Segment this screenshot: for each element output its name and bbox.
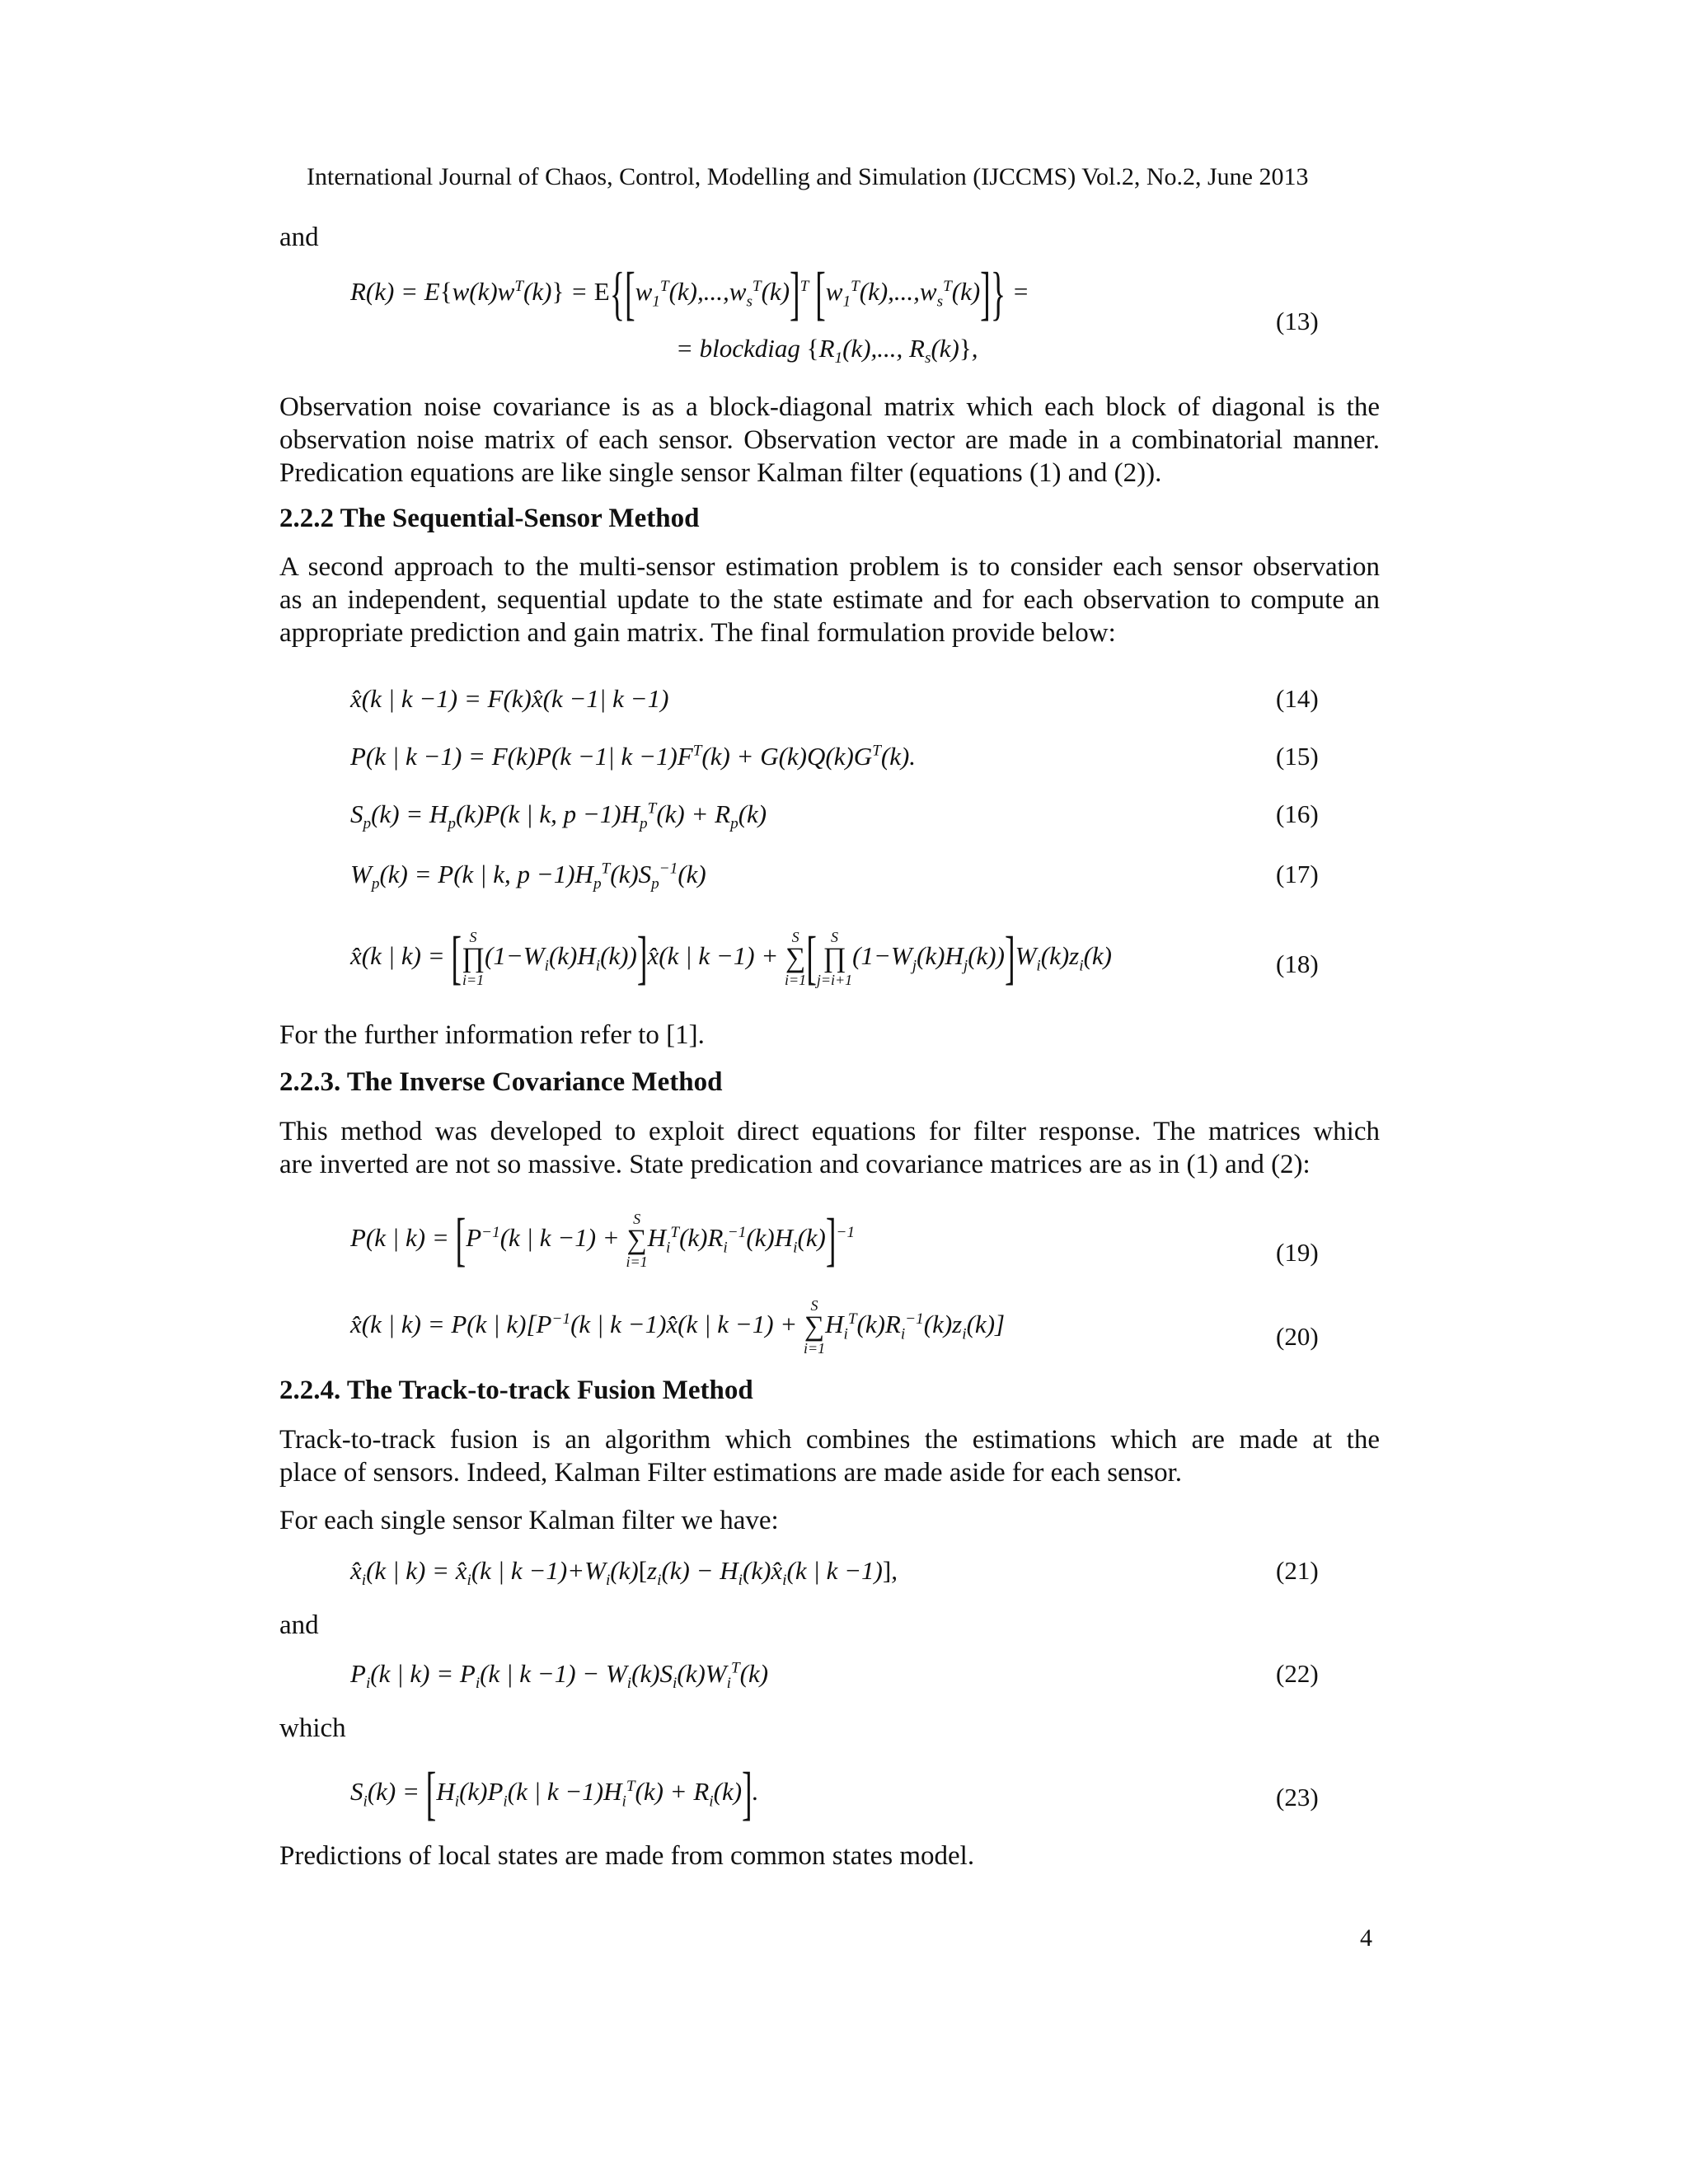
equation-number-18: (18) [1276, 949, 1319, 978]
paragraph-line: as an independent, sequential update to the state estimate and for each observation to compute an [279, 585, 1380, 615]
paragraph-line: observation noise matrix of each sensor. Observation vector are made in a combinatorial manner. [279, 425, 1380, 455]
paragraph-line: Predication equations are like single sensor Kalman filter (equations (1) and (2)). [279, 458, 1162, 488]
equation-15: P(k | k −1) = F(k)P(k −1| $k -1)F^T(k) + G(k)Q(k)G^T(k)$. [350, 742, 917, 771]
paragraph-line: place of sensors. Indeed, Kalman Filter estimations are made aside for each sensor. [279, 1458, 1183, 1488]
equation-number-13: (13) [1276, 307, 1319, 335]
equation-number-23: (23) [1276, 1783, 1319, 1811]
text-further-information: For the further information refer to [1]. [279, 1020, 705, 1050]
equation-number-17: (17) [1276, 860, 1319, 888]
equation-number-22: (22) [1276, 1659, 1319, 1688]
section-heading-2-2-4: 2.2.4. The Track-to-track Fusion Method [279, 1376, 753, 1405]
text-and-2: and [279, 1610, 319, 1640]
equation-16: $S_p(k) = H_p(k)P(k$ | k, $p -1)H_p^T(k) + R_p(k)$ [350, 799, 767, 833]
paragraph-observation-noise [279, 391, 1380, 490]
paragraph-line: This method was developed to exploit direct equations for filter response. The matrices which [279, 1117, 1380, 1146]
equation-number-14: (14) [1276, 684, 1319, 713]
page-number: 4 [1360, 1924, 1372, 1952]
text-each-sensor: For each single sensor Kalman filter we have: [279, 1506, 779, 1535]
equation-13-line1: $R(k) = E\{w(k)w^T(k)\} = E\{[w_1^T(k),...,w_s^T(k)]^T$ $[w_1^T(k),...,w_s^T(k)]$} = [350, 261, 1029, 327]
journal-header: International Journal of Chaos, Control, Modelling and Simulation (IJCCMS) Vol.2, No.2, June 2013 [307, 163, 1309, 190]
equation-17: $W_p(k) = P(k$ | k, $p -1)H_p^T(k)S_p^{-1}(k)$ [350, 860, 706, 893]
equation-14: x̂(k | k −1) = F(k)x̂(k −1| k −1) [350, 684, 669, 713]
equation-number-19: (19) [1276, 1238, 1319, 1267]
paragraph-line: Track-to-track fusion is an algorithm which combines the estimations which are made at the [279, 1425, 1380, 1455]
equation-13-line2: = blockdiag {$R_1(k)$,..., $R_s(k)$}, [676, 334, 978, 368]
equation-number-16: (16) [1276, 799, 1319, 828]
paragraph-inverse-covariance [279, 1115, 1380, 1181]
text-and-1: and [279, 223, 319, 252]
paragraph-line: are inverted are not so massive. State predication and covariance matrices are as in (1) and (2): [279, 1150, 1311, 1179]
equation-22: $P_i(k$ | $k) = P_i(k$ | $k -1) - W_i(k)S_i(k)W_i^T(k)$ [350, 1659, 769, 1693]
section-heading-2-2-2: 2.2.2 The Sequential-Sensor Method [279, 504, 700, 533]
text-which: which [279, 1713, 346, 1743]
equation-23: $S_i(k) = [H_i(k)P_i(k$ | $k -1)H_i^T(k) + R_i(k)$]. [350, 1761, 759, 1827]
equation-number-21: (21) [1276, 1556, 1319, 1585]
paragraph-line: Observation noise covariance is as a block-diagonal matrix which each block of diagonal is the [279, 392, 1380, 422]
equation-18: x̂(k | k) = [ S ∏ i=1 $(1-W_i(k)H_i(k))]x̂(k$ | k −1) + S ∑ i=1 [ S ∏ j=i+1 $(1-W_j(k)H_j(k))]W_i(k)z_i(k)$ [350, 926, 1112, 991]
paragraph-line: appropriate prediction and gain matrix. The final formulation provide below: [279, 618, 1116, 648]
paragraph-sequential-sensor [279, 551, 1380, 649]
paragraph-track-to-track [279, 1423, 1380, 1489]
equation-19: P(k | $k) = [P^{-1}(k$ | k −1) + S ∑ i=1 $H_i^T(k)R_i^{-1}(k)H_i(k)]^{-1}$ [350, 1207, 856, 1273]
equation-20: x̂(k | k) = P(k | $k)[P^{-1}(k$ | k −1)x̂(k | k −1) + S ∑ i=1 $H_i^T(k)R_i^{-1}(k)z_i(k)$] [350, 1297, 1006, 1357]
text-predictions-local-states: Predictions of local states are made from common states model. [279, 1841, 975, 1871]
paragraph-line: A second approach to the multi-sensor estimation problem is to consider each sensor observation [279, 552, 1380, 582]
section-heading-2-2-3: 2.2.3. The Inverse Covariance Method [279, 1067, 723, 1097]
equation-21: $x̂_i(k$ | $k) = x̂_i(k$ | $k -1)+W_i(k)[z_i(k)$ − $H_i(k)x̂_i(k$ | k −1)], [350, 1556, 898, 1590]
equation-number-20: (20) [1276, 1322, 1319, 1351]
equation-number-15: (15) [1276, 742, 1319, 771]
